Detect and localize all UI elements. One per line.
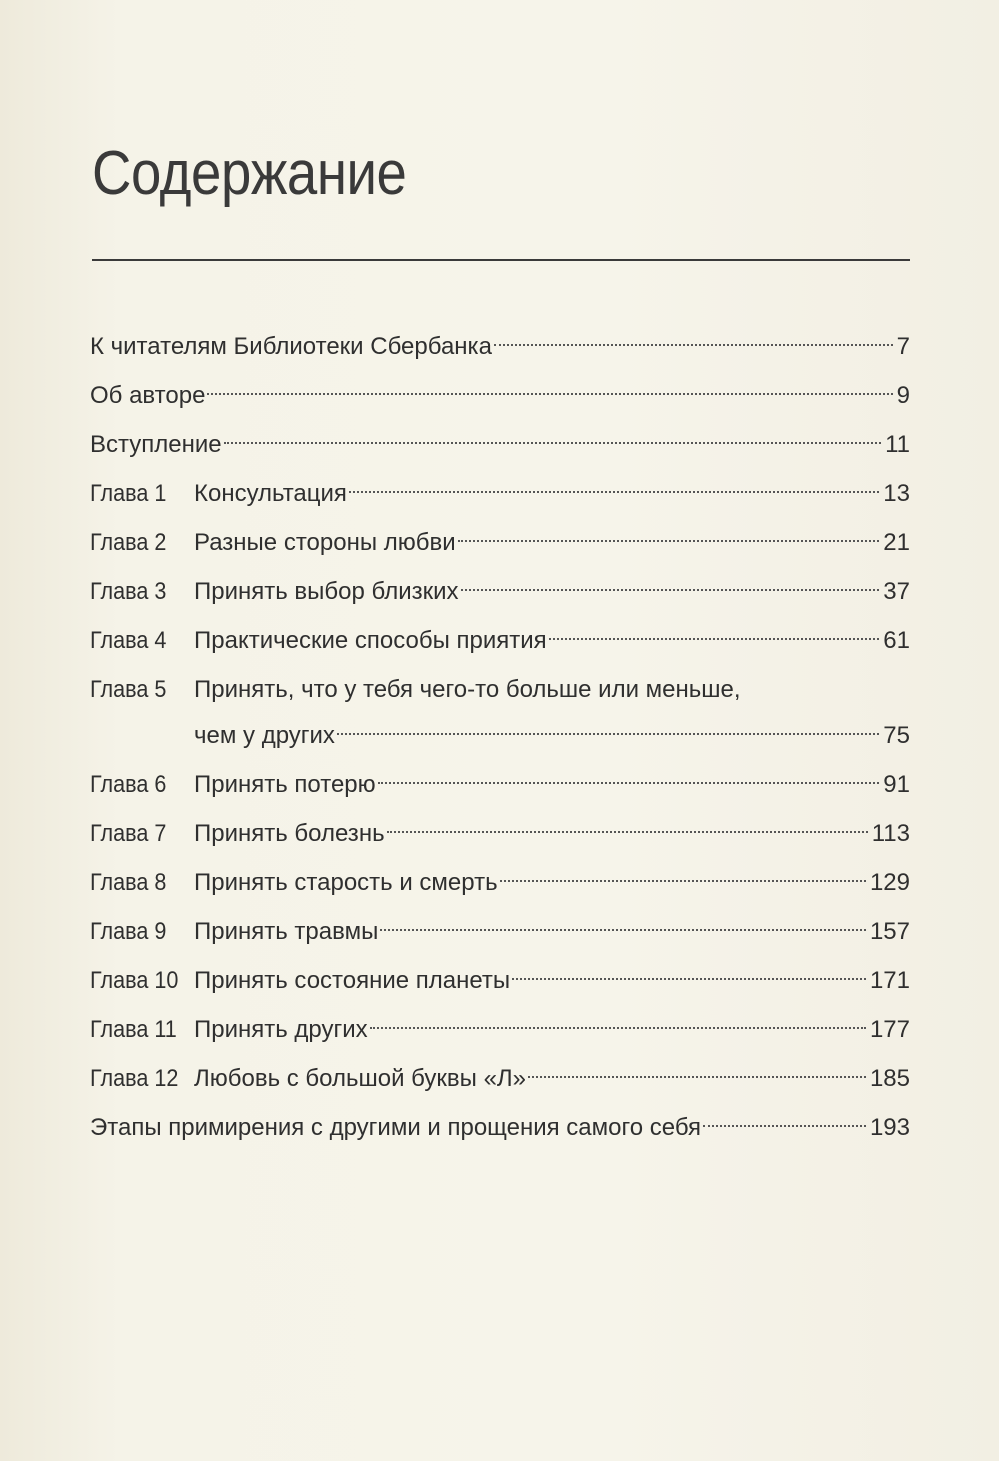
dot-leader [494,344,893,346]
toc-entry [90,811,910,860]
chapter-label: Глава 2 [90,529,167,556]
page-number: 75 [883,722,910,749]
page-number: 171 [869,967,910,994]
page-number: 13 [883,480,910,507]
table-of-contents [90,324,910,1154]
chapter-label: Глава 4 [90,627,167,654]
toc-entry [90,1056,910,1105]
chapter-title-continued: чем у других [194,722,335,749]
chapter-label: Глава 1 [90,480,167,507]
toc-entry [90,422,910,471]
dot-leader [512,978,866,980]
page-number: 61 [883,627,910,654]
chapter-title: Практические способы приятия [194,627,547,654]
page-number: 113 [871,820,910,847]
toc-entry [90,860,910,909]
toc-entry [90,471,910,520]
chapter-label: Глава 3 [90,578,167,605]
section-title: К читателям Библиотеки Сбербанка [90,333,492,360]
toc-entry-line [90,569,910,615]
dot-leader [349,491,879,493]
chapter-title: Разные стороны любви [194,529,456,556]
chapter-label: Глава 9 [90,918,167,945]
dot-leader [380,929,866,931]
toc-entry-line [90,471,910,517]
chapter-label: Глава 8 [90,869,167,896]
dot-leader [224,442,881,444]
dot-leader [549,638,880,640]
section-title: Этапы примирения с другими и прощения самого себя [90,1114,702,1141]
dot-leader [378,782,880,784]
chapter-label: Глава 5 [90,676,167,703]
title-divider [92,259,910,261]
chapter-title: Принять, что у тебя чего-то больше или меньше, [194,676,741,703]
toc-entry-line [90,909,910,955]
chapter-title: Принять выбор близких [194,578,459,605]
dot-leader [387,831,868,833]
chapter-title: Принять болезнь [194,820,385,847]
toc-entry-line [90,713,910,759]
toc-entry-line [90,422,910,468]
chapter-title: Любовь с большой буквы «Л» [194,1065,527,1092]
toc-entry-line [90,520,910,566]
toc-entry [90,667,910,762]
chapter-label: Глава 11 [90,1016,177,1043]
toc-entry [90,958,910,1007]
page-number: 157 [869,918,910,945]
toc-entry [90,373,910,422]
chapter-label: Глава 7 [90,820,167,847]
chapter-title: Консультация [194,480,347,507]
chapter-title: Принять потерю [194,771,376,798]
page-number: 9 [896,382,910,409]
toc-entry [90,520,910,569]
page-number: 129 [869,869,910,896]
page-number: 91 [883,771,910,798]
dot-leader [528,1076,866,1078]
chapter-label: Глава 12 [90,1065,179,1092]
toc-entry [90,569,910,618]
page-number: 21 [883,529,910,556]
dot-leader [337,733,879,735]
page-number: 177 [869,1016,910,1043]
chapter-title: Принять состояние планеты [194,967,511,994]
toc-entry-line [90,1105,910,1151]
toc-entry-line [90,958,910,1004]
toc-entry [90,618,910,667]
page-title: Содержание [92,139,407,208]
toc-entry [90,909,910,958]
toc-entry [90,324,910,373]
dot-leader [703,1125,866,1127]
page-number: 7 [896,333,910,360]
section-title: Вступление [90,431,222,458]
toc-entry-line [90,373,910,419]
page-number: 11 [885,431,910,458]
toc-entry-line [90,1056,910,1102]
dot-leader [207,393,892,395]
toc-entry [90,762,910,811]
page-number: 37 [883,578,910,605]
chapter-title: Принять старость и смерть [194,869,498,896]
page-number: 193 [869,1114,910,1141]
toc-entry-line [90,811,910,857]
toc-entry-line [90,324,910,370]
chapter-title: Принять других [194,1016,368,1043]
page-number: 185 [869,1065,910,1092]
toc-entry-line [90,762,910,808]
dot-leader [370,1027,866,1029]
toc-entry [90,1105,910,1154]
dot-leader [458,540,880,542]
section-title: Об авторе [90,382,206,409]
chapter-label: Глава 6 [90,771,167,798]
chapter-title: Принять травмы [194,918,379,945]
toc-entry [90,1007,910,1056]
toc-entry-line [90,618,910,664]
toc-entry-line [90,1007,910,1053]
chapter-label: Глава 10 [90,967,179,994]
dot-leader [500,880,866,882]
toc-entry-line [90,860,910,906]
dot-leader [461,589,880,591]
toc-entry-line [90,667,910,713]
